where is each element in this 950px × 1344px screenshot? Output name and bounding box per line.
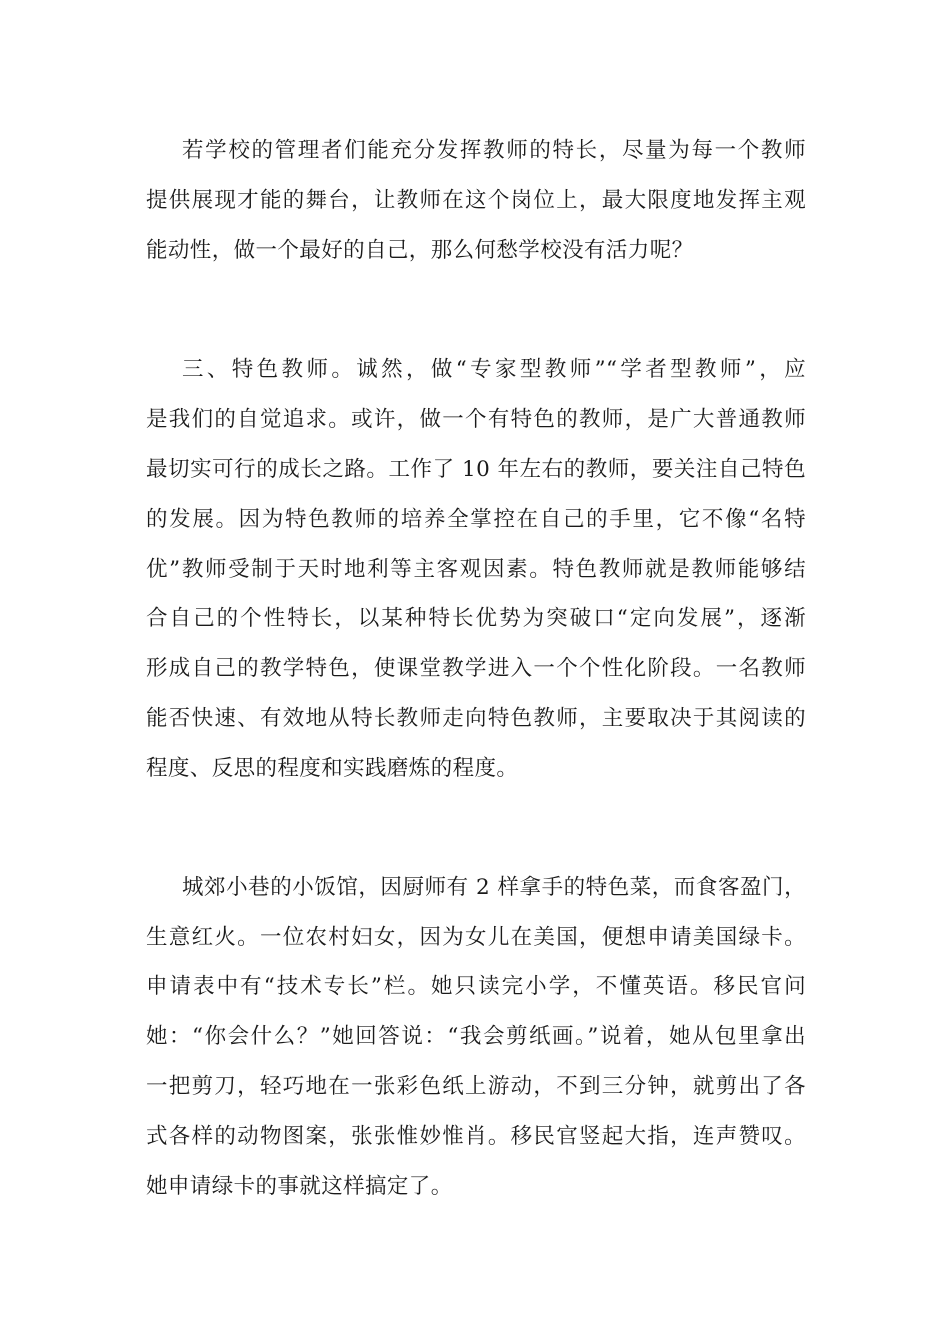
paragraph-line: 优”教师受制于天时地利等主客观因素。特色教师就是教师能够结	[146, 557, 806, 582]
paragraph-line: 合自己的个性特长，以某种特长优势为突破口“定向发展”，逐渐	[146, 606, 806, 631]
paragraph-line: 申请表中有“技术专长”栏。她只读完小学，不懂英语。移民官问	[146, 974, 806, 999]
paragraph-line: 她申请绿卡的事就这样搞定了。	[146, 1174, 453, 1199]
paragraph-line: 她：“你会什么？”她回答说：“我会剪纸画。”说着，她从包里拿出	[146, 1024, 806, 1049]
paragraph-line: 提供展现才能的舞台，让教师在这个岗位上，最大限度地发挥主观	[146, 188, 806, 213]
paragraph-line: 一把剪刀，轻巧地在一张彩色纸上游动，不到三分钟，就剪出了各	[146, 1074, 806, 1099]
paragraph-line: 能动性，做一个最好的自己，那么何愁学校没有活力呢？	[146, 238, 694, 263]
paragraph-line: 的发展。因为特色教师的培养全掌控在自己的手里，它不像“名特	[146, 507, 806, 532]
paragraph-line: 最切实可行的成长之路。工作了 10 年左右的教师，要关注自己特色	[146, 457, 806, 482]
paragraph-line: 能否快速、有效地从特长教师走向特色教师，主要取决于其阅读的	[146, 706, 806, 731]
paragraph-line: 三、特色教师。诚然，做“专家型教师”“学者型教师”，应	[182, 357, 806, 382]
paragraph-line: 式各样的动物图案，张张惟妙惟肖。移民官竖起大指，连声赞叹。	[146, 1124, 806, 1149]
paragraph-line: 若学校的管理者们能充分发挥教师的特长，尽量为每一个教师	[182, 138, 806, 163]
paragraph-line: 程度、反思的程度和实践磨炼的程度。	[146, 756, 519, 781]
paragraph-line: 形成自己的教学特色，使课堂教学进入一个个性化阶段。一名教师	[146, 656, 806, 681]
paragraph-line: 生意红火。一位农村妇女，因为女儿在美国，便想申请美国绿卡。	[146, 925, 806, 950]
paragraph-line: 是我们的自觉追求。或许，做一个有特色的教师，是广大普通教师	[146, 407, 806, 432]
paragraph-line: 城郊小巷的小饭馆，因厨师有 2 样拿手的特色菜，而食客盈门，	[182, 875, 806, 900]
